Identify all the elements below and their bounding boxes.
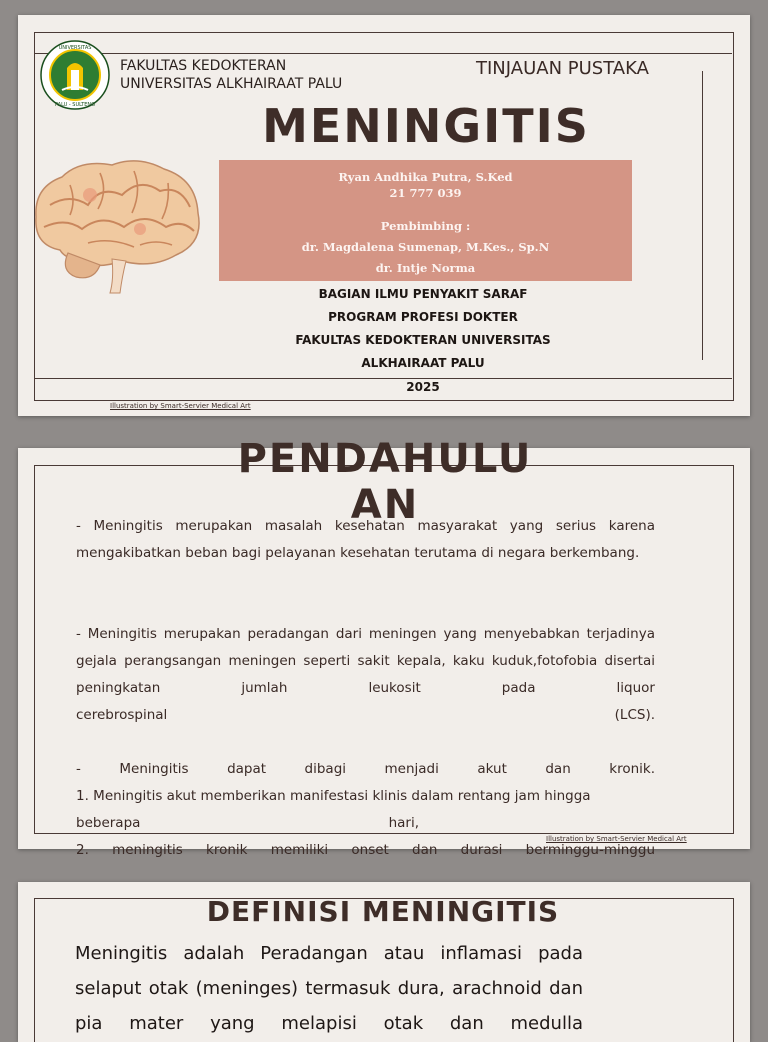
acute-item: 1. Meningitis akut memberikan manifestasi klinis dalam rentang jam hingga [76, 788, 591, 804]
faculty-line-1: FAKULTAS KEDOKTERAN [120, 58, 287, 74]
classification-line: - Meningitis dapat dibagi menjadi akut dan kronik. [76, 761, 655, 777]
paragraph-2-end-left: cerebrospinal [76, 707, 168, 723]
supervisor-2: dr. Intje Norma [375, 261, 476, 275]
author-id: 21 777 039 [389, 186, 462, 200]
svg-text:PALU - SULTENG: PALU - SULTENG [54, 102, 96, 108]
acute-item-cont-left: beberapa [76, 815, 141, 831]
year-label: 2025 [406, 380, 440, 394]
illustration-credit: Illustration by Smart-Servier Medical Art [110, 402, 251, 410]
definition-title: DEFINISI MENINGITIS [206, 895, 560, 928]
chronic-item: 2. meningitis kronik memiliki onset dan durasi berminggu-minggu [76, 842, 655, 858]
tinjauan-pustaka-label: TINJAUAN PUSTAKA [476, 58, 649, 79]
definition-body: Meningitis adalah Peradangan atau inflamasi pada selaput otak (meninges) termasuk dura, arachnoid dan pia mater yang melapisi otak dan medulla [75, 943, 583, 1034]
dept-line-1: BAGIAN ILMU PENYAKIT SARAF [318, 287, 528, 301]
paragraph-3 [76, 756, 655, 864]
supervisor-label: Pembimbing : [380, 219, 471, 233]
faculty-header [120, 57, 342, 93]
svg-text:UNIVERSITAS: UNIVERSITAS [58, 45, 92, 51]
brain-illustration-icon [30, 155, 208, 295]
acute-item-cont-right: hari, [388, 815, 419, 831]
paragraph-1: - Meningitis merupakan masalah kesehatan masyarakat yang serius karena mengakibatkan beban bagi pelayanan kesehatan terutama di negara berkembang. [76, 518, 655, 561]
supervisor-1: dr. Magdalena Sumenap, M.Kes., Sp.N [301, 240, 550, 254]
dept-line-3: FAKULTAS KEDOKTERAN UNIVERSITAS [295, 333, 551, 347]
dept-line-2: PROGRAM PROFESI DOKTER [328, 310, 518, 324]
page-title: MENINGITIS [262, 99, 590, 153]
paragraph-2-end-right: (LCS). [614, 707, 655, 723]
faculty-line-2: UNIVERSITAS ALKHAIRAAT PALU [120, 76, 343, 92]
dept-line-4: ALKHAIRAAT PALU [361, 356, 485, 370]
right-vertical-line [702, 71, 703, 360]
university-logo-icon [40, 40, 110, 110]
section-title-line-2: AN [350, 482, 420, 528]
header-divider [34, 53, 732, 54]
author-info-box [219, 160, 632, 281]
definition-slide [18, 882, 750, 1042]
title-slide [18, 15, 750, 416]
author-name: Ryan Andhika Putra, S.Ked [338, 170, 513, 184]
paragraph-2 [76, 621, 655, 729]
footer-divider [34, 378, 732, 379]
illustration-credit: Illustration by Smart-Servier Medical Art [546, 835, 687, 843]
section-title-line-1: PENDAHULU [237, 436, 533, 482]
paragraph-2-text: - Meningitis merupakan peradangan dari meningen yang menyebabkan terjadinya gejala perangsangan meningen seperti sakit kepala, kaku kuduk,fotofobia disertai peningkatan jumlah leukosit pada liquor [76, 626, 655, 696]
